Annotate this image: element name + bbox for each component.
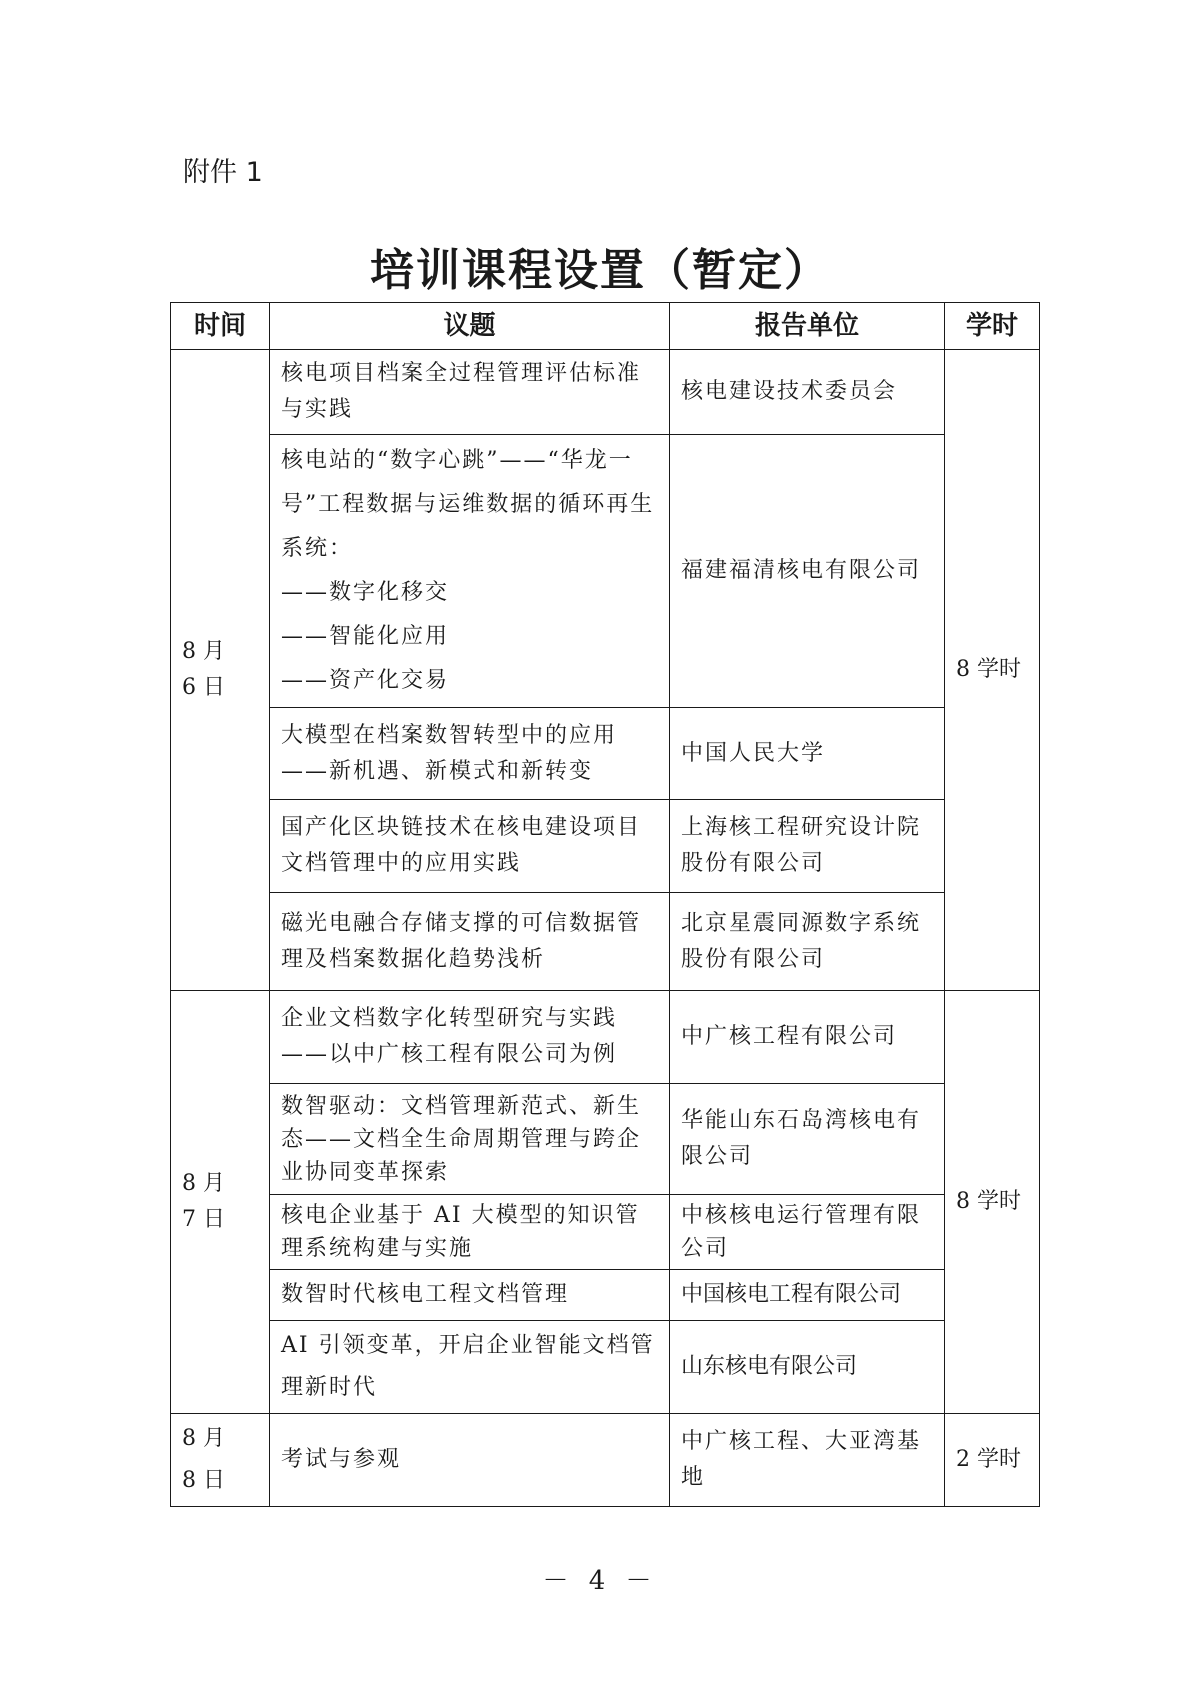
table-header-row: [171, 303, 1040, 350]
org-cell: 上海核工程研究设计院股份有限公司: [670, 800, 945, 893]
header-topic: 议题: [270, 303, 670, 350]
topic-text: 核电站的“数字心跳”——“华龙一号”工程数据与运维数据的循环再生系统：: [281, 448, 655, 561]
table-row: [171, 1270, 1040, 1321]
attachment-label: 附件 1: [183, 157, 263, 188]
table-row: [171, 350, 1040, 435]
org-cell: 中国核电工程有限公司: [670, 1270, 945, 1321]
date-month: 8 月: [182, 639, 225, 664]
topic-cell: 核电企业基于 AI 大模型的知识管理系统构建与实施: [270, 1195, 670, 1270]
org-cell: 北京星震同源数字系统股份有限公司: [670, 893, 945, 991]
hours-cell: 8 学时: [945, 991, 1040, 1414]
topic-cell: 磁光电融合存储支撑的可信数据管理及档案数据化趋势浅析: [270, 893, 670, 991]
table-row: [171, 1414, 1040, 1507]
date-day: 8 日: [182, 1468, 225, 1493]
org-cell: 中广核工程有限公司: [670, 991, 945, 1084]
org-cell: 中核核电运行管理有限公司: [670, 1195, 945, 1270]
topic-cell: 数智时代核电工程文档管理: [270, 1270, 670, 1321]
table-row: [171, 1321, 1040, 1414]
hours-cell: 2 学时: [945, 1414, 1040, 1507]
table-row: [171, 991, 1040, 1084]
table-row: [171, 800, 1040, 893]
table-row: [171, 1195, 1040, 1270]
topic-subitem: ——智能化应用: [281, 624, 450, 649]
topic-cell: 核电项目档案全过程管理评估标准与实践: [270, 350, 670, 435]
topic-cell: 考试与参观: [270, 1414, 670, 1507]
table-row: [171, 893, 1040, 991]
date-cell: [171, 991, 270, 1414]
topic-cell: 企业文档数字化转型研究与实践——以中广核工程有限公司为例: [270, 991, 670, 1084]
org-cell: 华能山东石岛湾核电有限公司: [670, 1084, 945, 1195]
page-title: 培训课程设置（暂定）: [370, 245, 830, 296]
header-org: 报告单位: [670, 303, 945, 350]
org-cell: 核电建设技术委员会: [670, 350, 945, 435]
course-table-body: [171, 350, 1040, 1507]
org-cell: 中广核工程、大亚湾基地: [670, 1414, 945, 1507]
topic-subitem: ——数字化移交: [281, 580, 450, 605]
date-cell: [171, 350, 270, 991]
date-day: 7 日: [182, 1207, 225, 1232]
date-day: 6 日: [182, 675, 225, 700]
date-month: 8 月: [182, 1426, 225, 1451]
table-row: [171, 435, 1040, 708]
topic-cell: AI 引领变革，开启企业智能文档管理新时代: [270, 1321, 670, 1414]
course-table: [170, 302, 1040, 1507]
hours-cell: 8 学时: [945, 350, 1040, 991]
org-cell: 福建福清核电有限公司: [670, 435, 945, 708]
org-cell: 中国人民大学: [670, 708, 945, 800]
topic-cell: 大模型在档案数智转型中的应用——新机遇、新模式和新转变: [270, 708, 670, 800]
org-cell: 山东核电有限公司: [670, 1321, 945, 1414]
topic-cell: 数智驱动：文档管理新范式、新生态——文档全生命周期管理与跨企业协同变革探索: [270, 1084, 670, 1195]
header-hours: 学时: [945, 303, 1040, 350]
table-row: [171, 1084, 1040, 1195]
page-number: － 4 －: [542, 1566, 658, 1596]
table-row: [171, 708, 1040, 800]
topic-cell: [270, 435, 670, 708]
topic-cell: 国产化区块链技术在核电建设项目文档管理中的应用实践: [270, 800, 670, 893]
topic-subitem: ——资产化交易: [281, 668, 450, 693]
header-time: 时间: [171, 303, 270, 350]
date-month: 8 月: [182, 1171, 225, 1196]
date-cell: [171, 1414, 270, 1507]
